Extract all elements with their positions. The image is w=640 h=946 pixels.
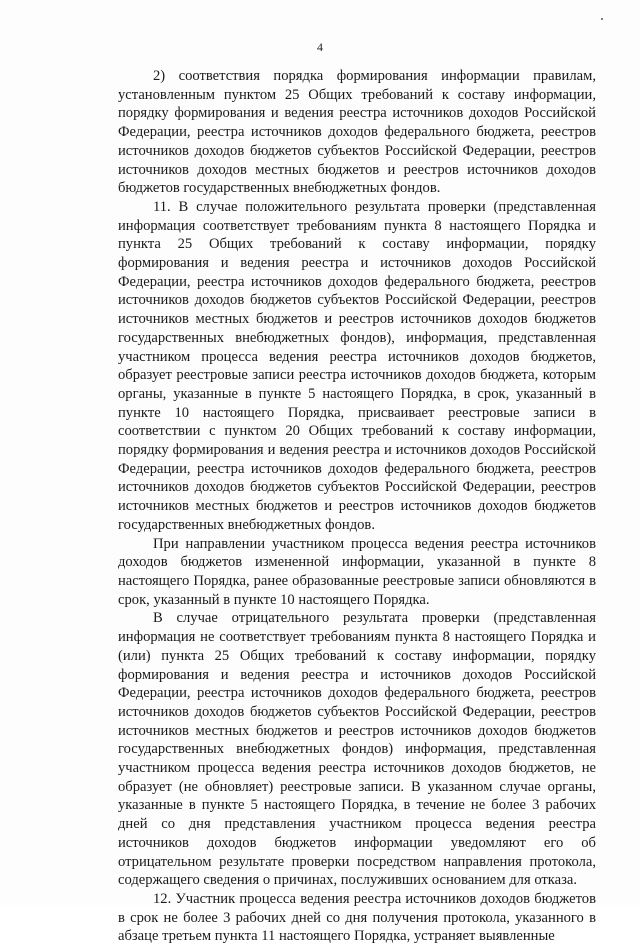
paragraph-clause-11: 11. В случае положительного результата проверки (представленная информация соответствует требованиям пункта 8 настоящего Порядка и пункта 25 Общих требований к составу информации, порядку формирования и ведения реестра и источников доходов Российской Федерации, реестра источников доходов федерального бюджета, реестров источников доходов бюджетов субъектов Российской Федерации, реестров источников местных бюджетов и реестров источников доходов бюджетов государственных внебюджетных фондов), информация, представленная участником процесса ведения реестра источников доходов бюджетов, образует реестровые записи реестра источников доходов бюджета, которым органы, указанные в пункте 5 настоящего Порядка, в срок, указанный в пункте 10 настоящего Порядка, присваивает реестровые записи в соответствии с пунктом 20 Общих требований к составу информации, порядку формирования и ведения реестра и источников доходов Российской Федерации, реестра источников доходов федерального бюджета, реестров источников доходов бюджетов субъектов Российской Федерации, реестров источников местных бюджетов и реестров источников доходов бюджетов государственных внебюджетных фондов. [118, 198, 596, 533]
document-body [118, 67, 596, 946]
paragraph-clause-12: 12. Участник процесса ведения реестра источников доходов бюджетов в срок не более 3 рабочих дней со дня получения протокола, указанного в абзаце третьем пункта 11 настоящего Порядка, устраняет выявленные [118, 890, 596, 945]
paragraph-update-records: При направлении участником процесса ведения реестра источников доходов бюджетов измененной информации, указанной в пункте 8 настоящего Порядка, ранее образованные реестровые записи обновляются в срок, указанный в пункте 10 настоящего Порядка. [118, 535, 596, 608]
page-number: 4 [317, 40, 323, 54]
paragraph-negative-result: В случае отрицательного результата проверки (представленная информация не соответствует требованиям пункта 8 настоящего Порядка и (или) пункта 25 Общих требований к составу информации, порядку формирования и ведения реестра и источников доходов Российской Федерации, реестра источников доходов федерального бюджета, реестров источников доходов бюджетов субъектов Российской Федерации, реестров источников местных бюджетов и реестров источников доходов бюджетов государственных внебюджетных фондов) информация, представленная участником процесса ведения реестра источников доходов бюджетов, не образует (не обновляет) реестровые записи. В указанном случае органы, указанные в пункте 5 настоящего Порядка, в течение не более 3 рабочих дней со дня представления участником процесса ведения реестра источников доходов бюджетов информации уведомляют его об отрицательном результате проверки посредством направления протокола, содержащего сведения о причинах, послуживших основанием для отказа. [118, 610, 596, 889]
scan-mark [601, 18, 603, 20]
paragraph-item-2: 2) соответствия порядка формирования информации правилам, установленным пунктом 25 Общих требований к составу информации, порядку формирования и ведения реестра источников доходов Российской Федерации, реестра источников доходов федерального бюджета, реестров источников доходов бюджетов субъектов Российской Федерации, реестров источников доходов местных бюджетов и реестров источников доходов бюджетов государственных внебюджетных фондов. [118, 68, 596, 197]
